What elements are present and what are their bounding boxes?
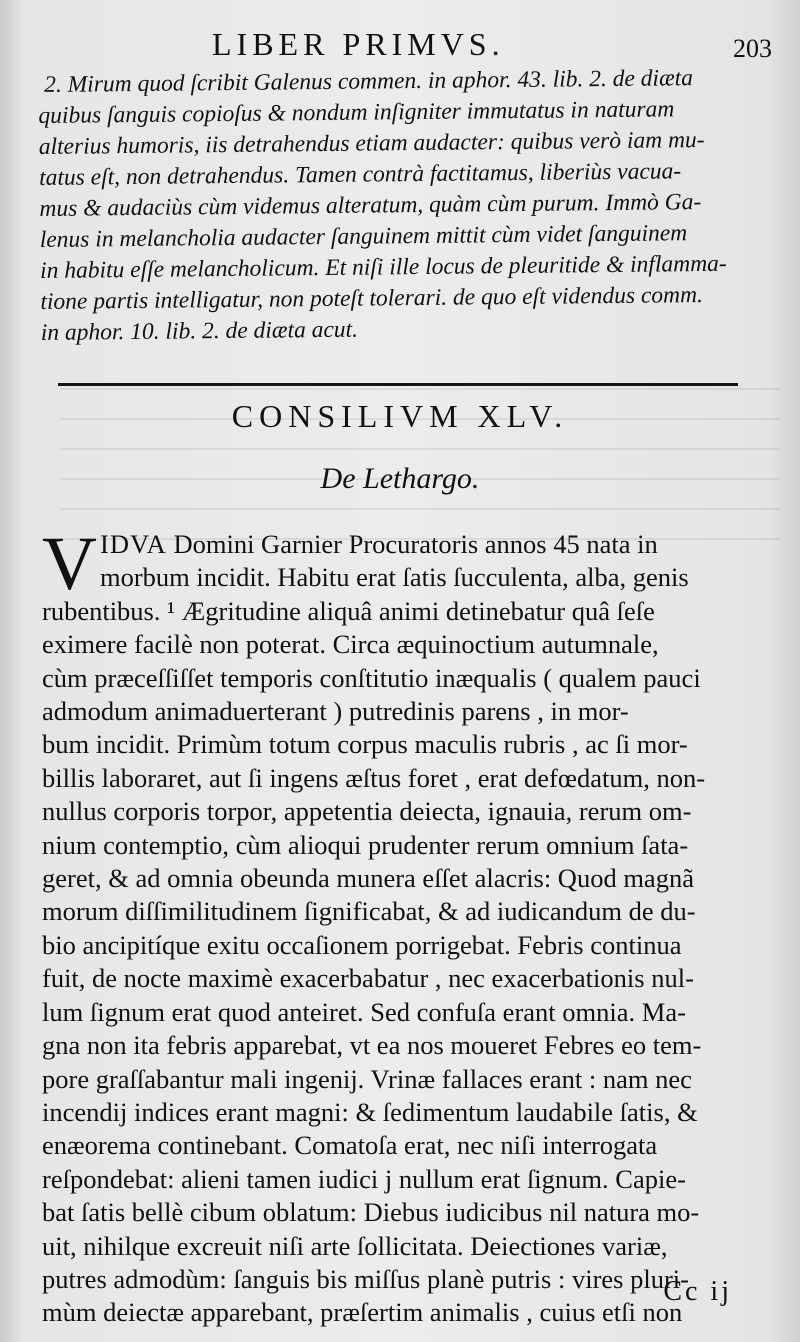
annotation-note — [38, 62, 771, 349]
body-line: rubentibus. ¹ Ægritudine aliquâ animi detinebatur quâ ſeſe — [42, 595, 655, 626]
first-line-text: Domini Garnier Procuratoris annos 45 nata in — [166, 529, 658, 559]
running-title: LIBER PRIMVS. — [212, 26, 505, 62]
note-line: 2. Mirum quod ſcribit Galenus commen. in aphor. 43. lib. 2. de diæta — [44, 65, 694, 98]
first-word: IDVA — [100, 529, 167, 559]
body-text — [42, 522, 776, 1330]
body-line: admodum animaduerterant ) putredinis parens , in mor- — [42, 696, 629, 727]
note-line: in aphor. 10. lib. 2. de diæta acut. — [40, 316, 359, 346]
drop-cap: V — [42, 522, 97, 606]
body-line: gna non ita febris apparebat, vt ea nos moueret Febres eo tem- — [42, 1030, 702, 1061]
body-line: morum diſſimilitudinem ſignificabat, & ad iudicandum de du- — [42, 896, 696, 927]
body-line: pore graſſabantur mali ingenij. Vrinæ fallaces erant : nam nec — [42, 1063, 692, 1094]
body-line: mùm deiectæ apparebant, præſertim animalis , cuius etſi non — [42, 1297, 683, 1328]
body-line: uit, nihilque excreuit niſi arte ſollicitata. Deiectiones variæ, — [42, 1230, 668, 1261]
body-line: putres admodùm: ſanguis bis miſſus planè putris : vires pluri- — [42, 1263, 689, 1294]
section-heading: CONSILIVM XLV. — [231, 398, 569, 434]
section-divider-rule — [58, 383, 738, 386]
note-line: quibus ſanguis copioſus & nondum inſigniter immutatus in naturam — [38, 96, 675, 129]
page-number: 203 — [733, 34, 772, 63]
body-line: bat ſatis bellè cibum oblatum: Diebus iudicibus nil natura mo- — [42, 1197, 700, 1228]
body-line: enæorema continebant. Comatoſa erat, nec niſi interrogata — [42, 1130, 658, 1161]
body-line: morbum incidit. Habitu erat ſatis ſucculenta, alba, genis — [100, 562, 689, 593]
body-line: lum ſignum erat quod anteiret. Sed confuſa erant omnia. Ma- — [42, 996, 686, 1027]
body-line: incendij indices erant magni: & ſedimentum laudabile ſatis, & — [42, 1096, 698, 1127]
page-header — [0, 26, 800, 66]
body-line: billis laboraret, aut ſi ingens æſtus foret , erat defœdatum, non- — [42, 762, 706, 793]
body-first-line — [100, 528, 776, 561]
body-line: reſpondebat: alieni tamen iudici j nullum erat ſignum. Capie- — [42, 1163, 686, 1194]
body-line: eximere facilè non poterat. Circa æquinoctium autumnale, — [42, 629, 659, 660]
body-line: bum incidit. Primùm totum corpus maculis rubris , ac ſi mor- — [42, 729, 688, 760]
section-subheading: De Lethargo. — [320, 462, 480, 495]
body-line: fuit, de nocte maximè exacerbabatur , nec exacerbationis nul- — [42, 963, 694, 994]
body-line: cùm præceſſiſſet temporis conſtitutio inæqualis ( qualem pauci — [42, 662, 701, 693]
body-line: geret, & ad omnia obeunda munera eſſet alacris: Quod magnã — [42, 863, 694, 894]
note-line: tione partis intelligatur, non poteſt tolerari. de quo eſt videndus comm. — [40, 282, 704, 315]
body-line: nullus corporis torpor, appetentia deiecta, ignauia, rerum om- — [42, 796, 692, 827]
note-line: alterius humoris, iis detrahendus etiam audacter: quibus verò iam mu- — [38, 127, 705, 160]
body-line: bio ancipitíque exitu occaſionem porrigebat. Febris continua — [42, 929, 682, 960]
note-line: in habitu eſſe melancholicum. Et niſi ille locus de pleuritide & inflamma- — [39, 250, 727, 284]
note-line: tatus eſt, non detrahendus. Tamen contrà factitamus, liberiùs vacua- — [38, 158, 682, 191]
gathering-signature: Cc ij — [663, 1276, 732, 1307]
note-line: mus & audaciùs cùm videmus alteratum, quàm cùm purum. Immò Ga- — [39, 189, 702, 222]
body-line: nium contemptio, cùm alioqui prudenter rerum omnium ſata- — [42, 829, 689, 860]
note-line: lenus in melancholia audacter ſanguinem mittit cùm videt ſanguinem — [39, 220, 688, 253]
